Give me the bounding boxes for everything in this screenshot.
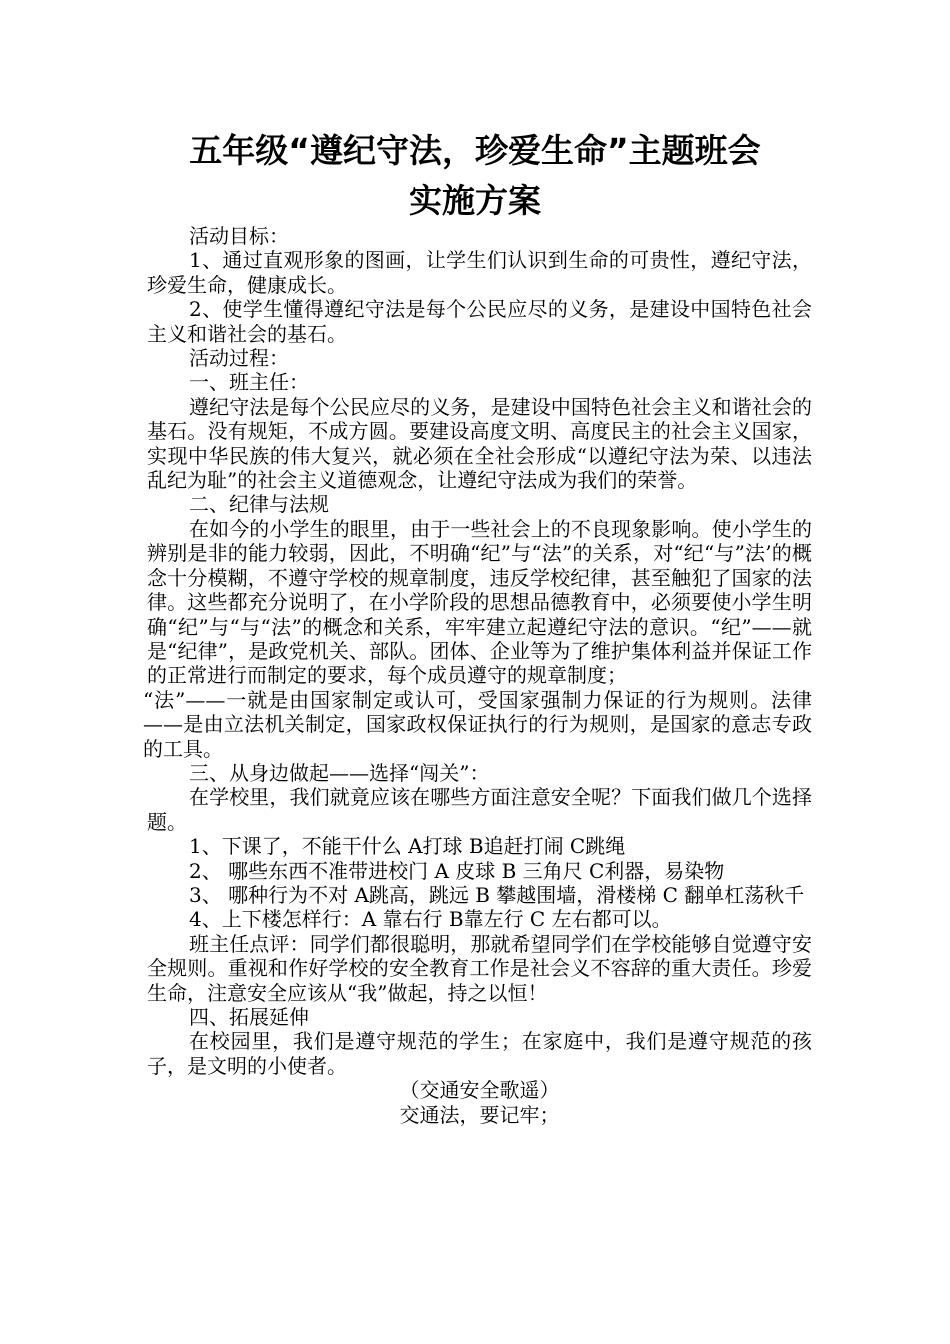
quiz-question-1: 1、下课了，不能干什么 A打球 B追赶打闹 C跳绳 [189,834,626,859]
part-4-heading: 四、拓展延伸 [189,1005,309,1029]
teacher-comment: 班主任点评：同学们都很聪明，那就希望同学们在学校能够自觉遵守安全规则。重视和作好学校的安全教育工作是社会义不容辞的重大责任。珍爱生命，注意安全应该从“我”做起，持之以恒！ [147,931,812,1005]
part-2-heading: 二、纪律与法规 [189,492,329,517]
part-3-intro: 在学校里，我们就竟应该在哪些方面注意安全呢？下面我们做几个选择题。 [147,785,812,834]
quiz-question-2: 2、 哪些东西不准带进校门 A 皮球 B 三角尺 C利器，易染物 [189,858,725,883]
goal-item-2: 2、使学生懂得遵纪守法是每个公民应尽的义务，是建设中国特色社会主义和谐社会的基石。 [147,297,812,346]
song-line-1: 交通法，要记牢； [399,1102,560,1127]
document-title-line-2: 实施方案 [409,181,541,220]
document-title-line-1: 五年级“遵纪守法，珍爱生命”主题班会 [189,131,761,170]
goal-item-1: 1、通过直观形象的图画，让学生们认识到生命的可贵性，遵纪守法，珍爱生命，健康成长。 [147,248,812,297]
section-heading-goals: 活动目标： [189,224,289,248]
song-title: （交通安全歌遥） [399,1078,560,1103]
law-definition-paragraph: “法”——一就是由国家制定或认可，受国家强制力保证的行为规则。法律——是由立法机关制定，国家政权保证执行的行为规则，是国家的意志专政的工具。 [143,687,812,761]
part-1-heading: 一、班主任： [189,370,309,395]
document-body [143,224,812,1127]
part-3-heading: 三、从身边做起——选择“闯关”： [189,760,490,785]
part-2-paragraph: 在如今的小学生的眼里，由于一些社会上的不良现象影响。使小学生的辨别是非的能力较弱，因此，不明确“纪”与“法”的关系，对“纪“与”法’的概念十分模糊，不遵守学校的规章制度，违反学校纪律，甚至触犯了国家的法律。这些都充分说明了，在小学阶段的思想品德教育中，必须要使小学生明确“纪”与“与“法”的概念和关系，牢牢建立起遵纪守法的意识。“纪”——就是“纪律”，是政党机关、部队。团体、企业等为了维护集体利益并保证工作的正常进行而制定的要求，每个成员遵守的规章制度； [147,516,812,688]
section-heading-process: 活动过程： [189,346,289,371]
part-1-paragraph: 遵纪守法是每个公民应尽的义务，是建设中国特色社会主义和谐社会的基石。没有规矩，不成方圆。要建设高度文明、高度民主的社会主义国家，实现中华民族的伟大复兴，就必须在全社会形成“以遵纪守法为荣、以违法乱纪为耻”的社会主义道德观念，让遵纪守法成为我们的荣誉。 [147,394,812,493]
quiz-question-3: 3、 哪种行为不对 A跳高，跳远 B 攀越围墙，滑楼梯 C 翻单杠荡秋千 [189,882,805,907]
quiz-question-4: 4、上下楼怎样行：A 靠右行 B靠左行 C 左右都可以。 [189,907,672,932]
part-4-paragraph: 在校园里，我们是遵守规范的学生；在家庭中，我们是遵守规范的孩子，是文明的小使者。 [147,1029,812,1078]
